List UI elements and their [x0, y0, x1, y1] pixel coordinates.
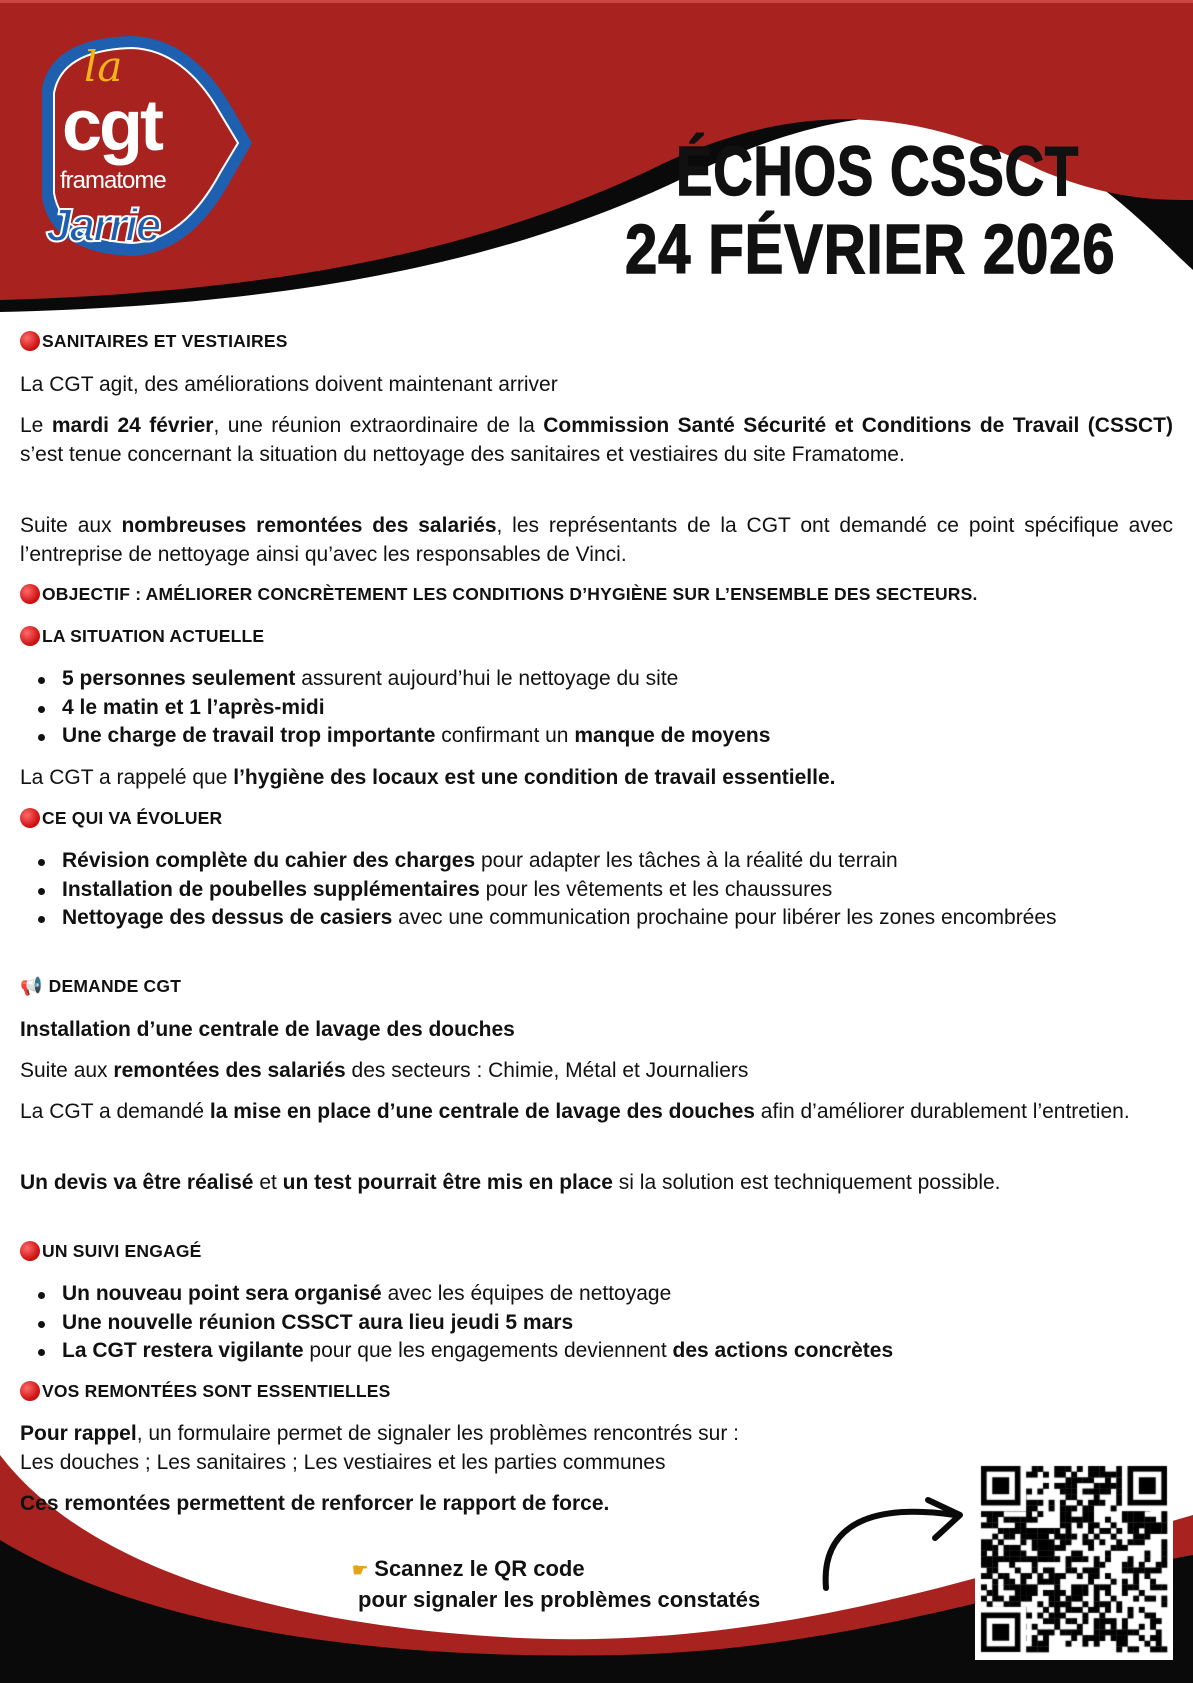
qr-code[interactable]	[975, 1460, 1173, 1660]
section-heading-text: DEMANDE CGT	[48, 976, 182, 996]
section-heading	[20, 1379, 390, 1403]
bold-text: Révision complète du cahier des charges	[62, 849, 476, 872]
section-heading	[20, 806, 222, 830]
bold-text: Commission Santé Sécurité et Conditions de Travail (CSSCT)	[543, 414, 1173, 437]
bold-text: un test pourrait être mis en place	[282, 1171, 613, 1194]
paragraph	[20, 764, 1173, 793]
logo-la: la	[84, 42, 123, 91]
paragraph	[20, 1098, 1173, 1127]
red-circle-icon	[20, 584, 40, 604]
section-heading-text: UN SUIVI ENGAGÉ	[42, 1241, 202, 1261]
section-heading	[20, 624, 264, 648]
text: , une réunion extraordinaire de la	[213, 414, 544, 437]
bold-text: manque de moyens	[574, 724, 771, 747]
pointing-hand-icon: ☛	[352, 1560, 369, 1580]
scan-line1: Scannez le QR code	[374, 1556, 585, 1581]
section-heading-text: OBJECTIF : AMÉLIORER CONCRÈTEMENT LES CONDITIONS D’HYGIÈNE SUR L’ENSEMBLE DES SECTEURS.	[42, 584, 978, 604]
list-item	[20, 1280, 1173, 1309]
bold-text: Une charge de travail trop importante	[62, 724, 436, 747]
bold-text: 4 le matin et 1 l’après-midi	[62, 695, 325, 719]
text: La CGT a demandé	[20, 1100, 210, 1123]
red-circle-icon	[20, 1381, 40, 1401]
text: pour les vêtements et les chaussures	[479, 877, 833, 901]
text: Le	[20, 414, 52, 437]
logo-site: Jarrie	[46, 199, 160, 251]
section-heading-text: SANITAIRES ET VESTIAIRES	[42, 331, 288, 351]
text: si la solution est techniquement possible.	[612, 1171, 1001, 1194]
text: confirmant un	[435, 724, 575, 747]
bold-text: Ces remontées permettent de renforcer le rapport de force.	[20, 1492, 610, 1515]
scan-callout	[352, 1554, 760, 1614]
text: pour adapter les tâches à la réalité du terrain	[475, 849, 898, 872]
red-circle-icon	[20, 808, 40, 828]
text: Suite aux	[20, 1059, 114, 1082]
text: avec une communication prochaine pour libérer les zones encombrées	[392, 906, 1057, 929]
list-item	[20, 847, 1173, 876]
paragraph	[20, 1016, 1173, 1045]
logo-cgt: cgt	[62, 86, 161, 166]
section-heading	[20, 329, 288, 353]
text: , un formulaire permet de signaler les problèmes rencontrés sur :	[136, 1422, 739, 1445]
bold-text: la mise en place d’une centrale de lavage des douches	[209, 1100, 755, 1123]
text: assurent aujourd’hui le nettoyage du site	[295, 667, 679, 690]
section-heading-text: LA SITUATION ACTUELLE	[42, 626, 265, 646]
list-item	[20, 904, 1173, 933]
text: pour que les engagements deviennent	[303, 1339, 673, 1362]
paragraph	[20, 412, 1173, 469]
bullet-list	[20, 847, 1173, 933]
section-heading	[20, 974, 181, 998]
bold-text: Nettoyage des dessus de casiers	[62, 906, 393, 929]
text: , les représentants de la CGT ont demandé ce point spécifique avec l’entreprise de nettoyage ainsi qu’avec les responsables de Vinci.	[20, 514, 1173, 566]
logo-company: framatome	[60, 167, 166, 194]
bold-text: l’hygiène des locaux est une condition de travail essentielle.	[233, 766, 836, 789]
text: La CGT a rappelé que	[20, 766, 234, 789]
text: Suite aux	[20, 514, 122, 537]
paragraph	[20, 371, 1173, 400]
list-item	[20, 876, 1173, 905]
text: s’est tenue concernant la situation du nettoyage des sanitaires et vestiaires du site Framatome.	[20, 442, 905, 466]
red-circle-icon	[20, 331, 40, 351]
text: afin d’améliorer durablement l’entretien.	[754, 1100, 1130, 1123]
red-circle-icon	[20, 626, 40, 646]
section-heading	[20, 1239, 202, 1263]
text: avec les équipes de nettoyage	[381, 1282, 672, 1305]
bold-text: Installation d’une centrale de lavage des douches	[20, 1018, 515, 1041]
bold-text: remontées des salariés	[113, 1059, 346, 1082]
section-heading	[20, 582, 978, 606]
paragraph	[20, 1057, 1173, 1086]
scan-line2: pour signaler les problèmes constatés	[358, 1587, 761, 1612]
bold-text: Installation de poubelles supplémentaires	[62, 877, 480, 901]
bold-text: nombreuses remontées des salariés	[121, 514, 497, 537]
cgt-framatome-jarrie-logo	[22, 28, 257, 278]
text: La CGT agit, des améliorations doivent maintenant arriver	[20, 373, 558, 396]
bold-text: Un nouveau point sera organisé	[62, 1282, 382, 1305]
page-title: ÉCHOS CSSCT	[676, 132, 1079, 210]
bold-text: Pour rappel	[20, 1422, 137, 1445]
bold-text: des actions concrètes	[672, 1339, 894, 1362]
section-heading-text: CE QUI VA ÉVOLUER	[42, 808, 223, 828]
text: des secteurs : Chimie, Métal et Journaliers	[345, 1059, 749, 1082]
list-item	[20, 665, 1173, 694]
list-item	[20, 694, 1173, 723]
bold-text: mardi 24 février	[51, 414, 214, 437]
text: Les douches ; Les sanitaires ; Les vestiaires et les parties communes	[20, 1450, 666, 1474]
bold-text: Une nouvelle réunion CSSCT aura lieu jeudi 5 mars	[62, 1310, 574, 1334]
text: et	[253, 1171, 283, 1194]
paragraph	[20, 1169, 1173, 1198]
list-item	[20, 1337, 1173, 1366]
page-date: 24 FÉVRIER 2026	[625, 210, 1116, 288]
bullet-list	[20, 1280, 1173, 1366]
arrow-icon	[826, 1512, 955, 1588]
bold-text: La CGT restera vigilante	[62, 1339, 304, 1362]
list-item	[20, 722, 1173, 751]
megaphone-icon: 📢	[20, 976, 43, 996]
list-item	[20, 1309, 1173, 1338]
section-heading-text: VOS REMONTÉES SONT ESSENTIELLES	[42, 1381, 391, 1401]
bold-text: Un devis va être réalisé	[20, 1171, 254, 1194]
paragraph	[20, 512, 1173, 569]
red-circle-icon	[20, 1241, 40, 1261]
bullet-list	[20, 665, 1173, 751]
bold-text: 5 personnes seulement	[62, 667, 296, 690]
